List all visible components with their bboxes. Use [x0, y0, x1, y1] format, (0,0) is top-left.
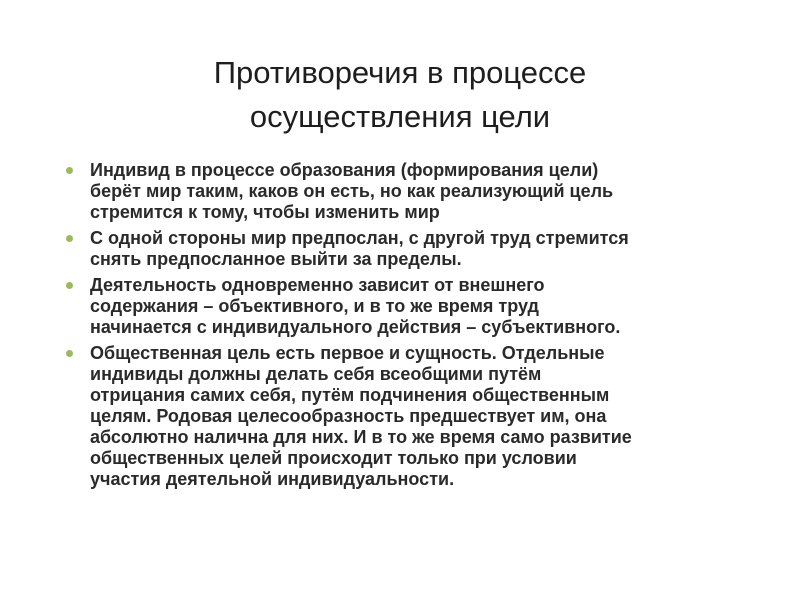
bullet-line: абсолютно налична для них. И в то же время само развитие [90, 427, 632, 447]
bullet-line: Деятельность одновременно зависит от внешнего [90, 275, 545, 295]
bullet-text [90, 343, 756, 490]
slide-title-line: Противоречия в процессе [213, 55, 587, 90]
bullet-line: целям. Родовая целесообразность предшествует им, она [90, 406, 607, 426]
bullet-line: Индивид в процессе образования (формирования цели) [90, 160, 599, 180]
bullet-item [66, 228, 756, 270]
bullet-item [66, 343, 756, 490]
bullet-line: начинается с индивидуального действия – субъективного. [90, 317, 621, 337]
slide-title [0, 51, 800, 139]
slide-title-line: осуществления цели [249, 99, 551, 134]
bullet-item [66, 160, 756, 223]
bullet-dot-icon [66, 350, 73, 357]
bullet-text [90, 160, 756, 223]
bullet-dot-icon [66, 282, 73, 289]
bullet-text [90, 275, 756, 338]
bullet-line: индивиды должны делать себя всеобщими путём [90, 364, 542, 384]
bullet-list [66, 160, 756, 495]
bullet-line: стремится к тому, чтобы изменить мир [90, 202, 440, 222]
bullet-line: С одной стороны мир предпослан, с другой труд стремится [90, 228, 629, 248]
bullet-line: содержания – объективного, и в то же время труд [90, 296, 539, 316]
bullet-line: снять предпосланное выйти за пределы. [90, 249, 462, 269]
bullet-line: общественных целей происходит только при условии [90, 448, 577, 468]
bullet-dot-icon [66, 167, 73, 174]
bullet-line: участия деятельной индивидуальности. [90, 469, 455, 489]
bullet-item [66, 275, 756, 338]
bullet-dot-icon [66, 235, 73, 242]
bullet-line: берёт мир таким, каков он есть, но как реализующий цель [90, 181, 614, 201]
bullet-line: отрицания самих себя, путём подчинения общественным [90, 385, 610, 405]
bullet-text [90, 228, 756, 270]
bullet-line: Общественная цель есть первое и сущность. Отдельные [90, 343, 605, 363]
